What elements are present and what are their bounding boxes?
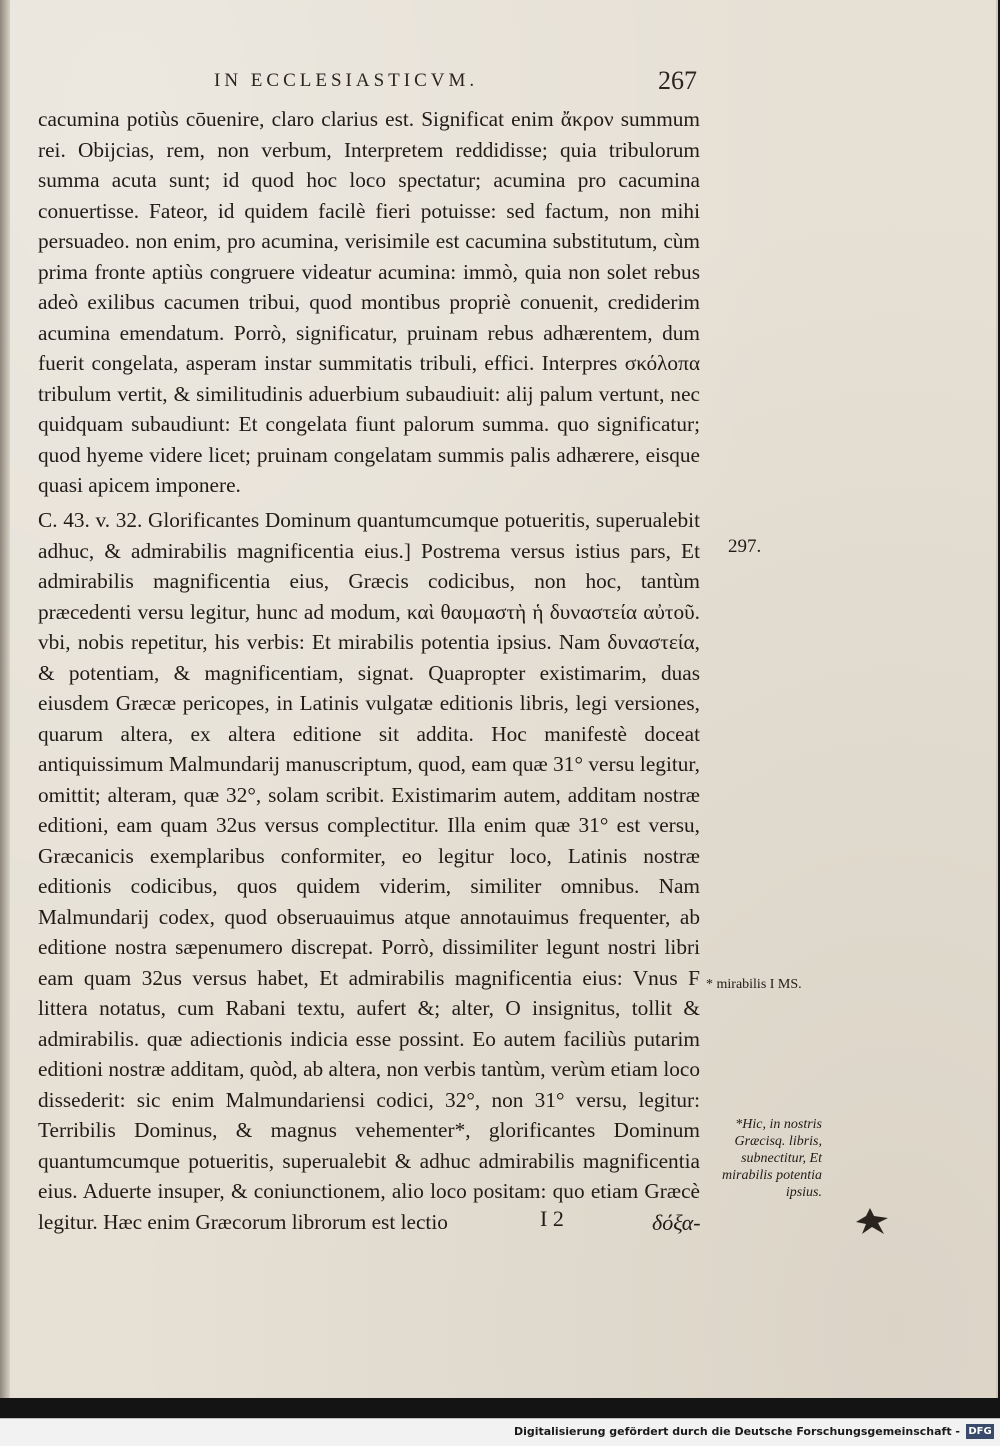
paragraph-2: C. 43. v. 32. Glorificantes Dominum quantumcumque potueritis, superualebit adhuc, & admirabilis magnificentia eius.] Postrema versus istius pars, Et admirabilis magnificentia eius, Græcis codicibus, non hoc, tantùm præcedenti versu legitur, hunc ad modum, καὶ θαυμαστὴ ἡ δυναστεία αὐτοῦ. vbi, nobis repetitur, his verbis: Et mirabilis potentia ipsius. Nam δυναστεία, & potentiam, & magnificentiam, signat. Quapropter existimarim, duas eiusdem Græcæ pericopes, in Latinis vulgatæ editionis libris, legi versiones, quarum altera, ex altera editione sit addita. Hoc manifestè doceat antiquissimum Malmundarij manuscriptum, quod, eam quæ 31° versu legitur, omittit; alteram, quæ 32°, solam scribit. Existimarim autem, additam nostræ editioni, eam quam 32us versus complectitur. Illa enim quæ 31° est versu, Græcanicis exemplaribus conformiter, eo legitur loco, Latinis nostræ editionis codicibus, quos quidem viderim, similiter omnibus. Nam Malmundarij codex, quod obseruauimus atque annotauimus frequenter, ab editione nostra sæpenumero discrepat. Porrò, dissimiliter legunt nostri libri eam quam 32us versus habet, Et admirabilis magnificentia eius: Vnus F littera notatus, cum Rabani textu, aufert &; alter, O insignitus, tollit & admirabilis. quæ adiectionis indicia esse possint. Eo autem faciliùs putarim editioni nostræ additam, quòd, ab altera, non verbis tantùm, verùm etiam loco dissederit: sic enim Malmundariensi codici, 32°, non 31° versu, legitur: Terribilis Dominus, & magnus vehementer*, glorificantes Dominum quantumcumque potueritis, superualebit & adhuc admirabilis magnificentia eius. Aduerte insuper, & coniunctionem, alio loco positam: quo etiam Græcè legitur. Hæc enim Græcorum librorum est lectio: [38, 508, 700, 1234]
signature-mark: I 2: [540, 1206, 564, 1231]
page-number: 267: [658, 66, 697, 95]
digitization-footer: [0, 1418, 1000, 1446]
catchword: δόξα-: [652, 1210, 701, 1235]
dfg-logo-icon: DFG: [966, 1424, 994, 1439]
page-gutter-shadow: [0, 0, 10, 1398]
marginal-note-1: * mirabilis I MS.: [706, 977, 802, 992]
paragraph-1: cacumina potiùs cōuenire, claro clarius est. Significat enim ἄκρον summum rei. Obijcias, rem, non verbum, Interpretem reddidisse; quia tribulorum summa acuta sunt; id quod hoc loco spectatur; acumina pro cacumina conuertisse. Fateor, id quidem facilè fieri potuisse: sed factum, non mihi persuadeo. non enim, pro acumina, verisimile est cacumina substitutum, cùm prima fronte aptiùs congruere videatur acumina: immò, quia non solet rebus adeò exilibus cacumen tribui, quod montibus propriè conuenit, crediderim acumina emendatum. Porrò, significatur, pruinam rebus adhærentem, dum fuerit congelata, asperam instar summitatis tribuli, effici. Interpres σκόλοπα tribulum vertit, & similitudinis aduerbium subaudiuit: alij palum vertunt, nec quidquam subaudiunt: Et congelata fiunt palorum summa. quo significatur; quod hyeme videre licet; pruinam congelatam summis palis adhærere, eisque quasi apicem imponere.: [38, 107, 700, 497]
marginal-note-2: *Hic, in nostris Græcisq. libris, subnectitur, Et mirabilis potentia ipsius.: [722, 1117, 822, 1200]
margin-reference-number: 297.: [728, 536, 762, 557]
funding-notice: Digitalisierung gefördert durch die Deutsche Forschungsgemeinschaft -: [513, 1425, 960, 1438]
running-head: IN ECCLESIASTICVM.: [214, 70, 479, 91]
ornament-icon: [852, 1206, 892, 1238]
